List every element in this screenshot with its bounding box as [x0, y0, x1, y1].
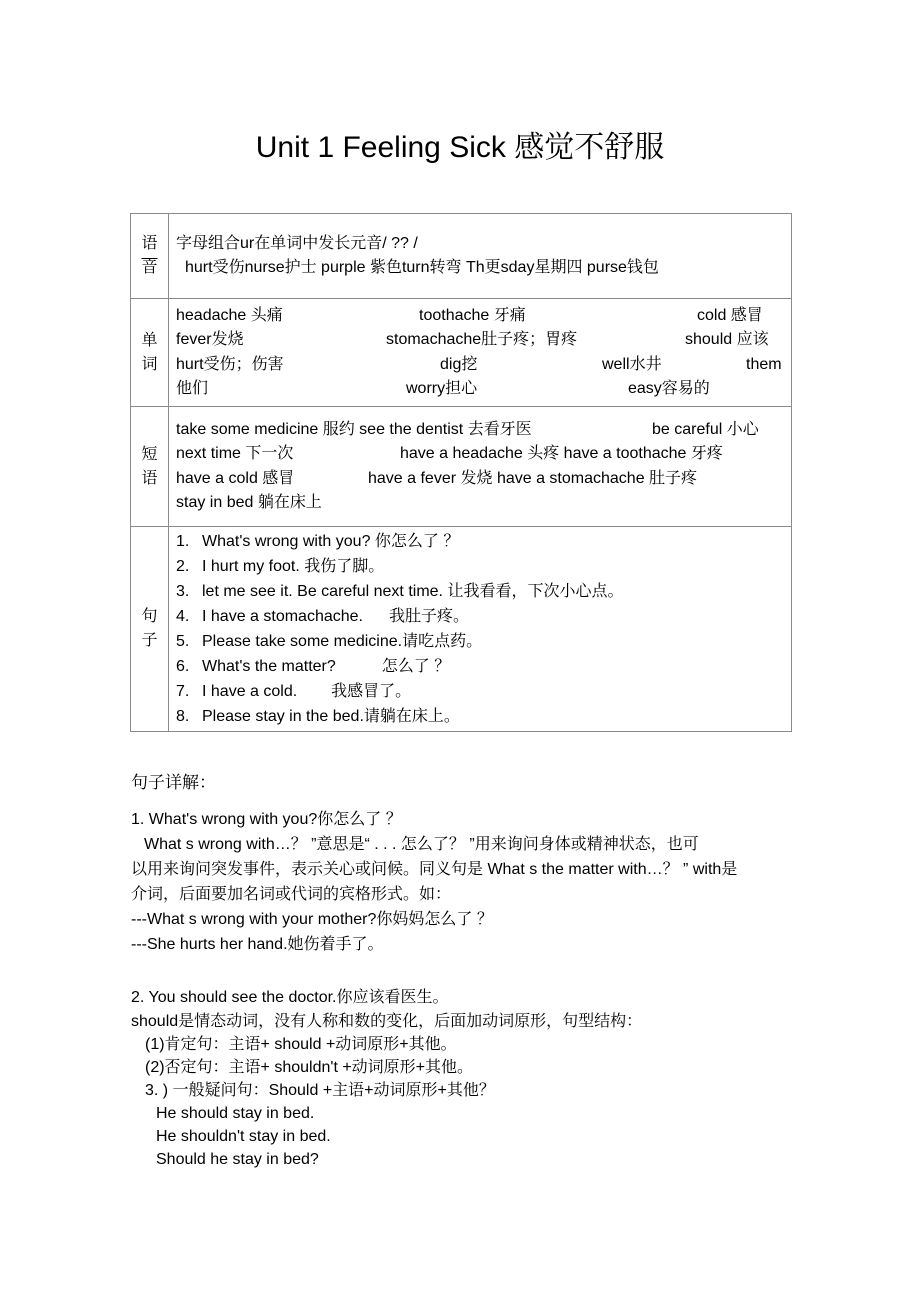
- example-sentence: He should stay in bed.: [156, 1105, 315, 1122]
- word-item: headache 头痛: [176, 306, 283, 324]
- phrase-item: have a cold 感冒: [176, 469, 295, 487]
- vocabulary-table: [130, 213, 792, 732]
- word-item: fever发烧: [176, 331, 244, 348]
- word-item: 他们: [176, 380, 209, 397]
- phrase-line: [176, 491, 791, 516]
- explanation-line: 介词，后面要加名词或代词的宾格形式。如：: [131, 886, 452, 903]
- word-item: should 应该: [685, 331, 769, 348]
- words-label: 单 词: [131, 299, 169, 407]
- phrases-content: [169, 407, 792, 527]
- word-item: them: [746, 355, 782, 373]
- pronunciation-row: [131, 214, 792, 299]
- word-line: [176, 377, 791, 402]
- explanation-line: (2)否定句：主语+ shouldn't +动词原形+其他。: [145, 1059, 474, 1076]
- sentence-item: 3. let me see it. Be careful next time. 让我看看，下次小心点。: [176, 583, 624, 600]
- sentence-item: 7. I have a cold. 我感冒了。: [176, 683, 412, 700]
- explanation-line: 2. You should see the doctor.你应该看医生。: [131, 989, 449, 1006]
- pronunciation-examples: hurt受伤nurse护士 purple 紫色turn转弯 Th更sday星期四 purse钱包: [185, 259, 659, 276]
- section-heading: 句子详解：: [131, 773, 216, 792]
- word-item: stomachache肚子疼；胃疼: [386, 331, 578, 348]
- pronunciation-rule: 字母组合ur在单词中发长元音/ ?? /: [176, 234, 418, 252]
- word-item: hurt受伤；伤害: [176, 355, 284, 373]
- explanation-line: 3. ) 一般疑问句：Should +主语+动词原形+其他？: [145, 1082, 495, 1099]
- word-line: [176, 304, 791, 329]
- words-content: [169, 299, 792, 407]
- sentence-item: 8. Please stay in the bed.请躺在床上。: [176, 708, 460, 725]
- word-item: worry担心: [406, 380, 478, 397]
- phrase-item: next time 下一次: [176, 445, 294, 462]
- sentence-item: 6. What's the matter? 怎么了 ？: [176, 658, 451, 675]
- explanation-line: What s wrong with…？ ”意思是“ . . . 怎么了？ ”用来询问身体或精神状态，也可: [144, 836, 699, 853]
- sentence-item: 2. I hurt my foot. 我伤了脚。: [176, 558, 385, 575]
- sentence-item: 5. Please take some medicine.请吃点药。: [176, 633, 483, 650]
- sentences-content: [169, 527, 792, 732]
- phrase-item: have a headache 头疼 have a toothache 牙疼: [400, 445, 723, 462]
- word-item: well水井: [602, 355, 662, 373]
- sentence-list: [176, 529, 791, 729]
- word-item: dig挖: [440, 355, 478, 373]
- word-line: [176, 353, 791, 378]
- sentence-item: 4. I have a stomachache. 我肚子疼。: [176, 608, 469, 625]
- explanation-line: ---What s wrong with your mother?你妈妈怎么了 ？: [131, 911, 493, 928]
- pronunciation-label: 语 音: [131, 214, 169, 299]
- word-item: easy容易的: [628, 380, 710, 397]
- example-sentence: Should he stay in bed?: [156, 1151, 319, 1168]
- phrase-item: have a fever 发烧 have a stomachache 肚子疼: [368, 469, 698, 487]
- phrase-item: stay in bed 躺在床上: [176, 494, 322, 511]
- words-row: [131, 299, 792, 407]
- word-item: toothache 牙痛: [419, 306, 526, 324]
- explanation-line: should是情态动词，没有人称和数的变化，后面加动词原形，句型结构：: [131, 1013, 643, 1030]
- phrase-line: [176, 418, 791, 443]
- explanation-line: 以用来询问突发事件，表示关心或问候。同义句是 What s the matter with…？ ” with是: [131, 861, 738, 878]
- phrases-label: 短 语: [131, 407, 169, 527]
- phrase-item: take some medicine 服约 see the dentist 去看牙医: [176, 420, 532, 438]
- sentences-label: 句 子: [131, 527, 169, 732]
- sentence-explanation: [131, 768, 796, 1171]
- phrase-line: [176, 442, 791, 467]
- phrase-item: be careful 小心: [652, 420, 759, 438]
- explanation-line: ---She hurts her hand.她伤着手了。: [131, 936, 384, 953]
- page-title: Unit 1 Feeling Sick 感觉不舒服: [255, 131, 665, 164]
- word-item: cold 感冒: [697, 306, 763, 324]
- sentence-item: 1. What's wrong with you? 你怎么了 ？: [176, 533, 460, 550]
- word-line: [176, 328, 791, 353]
- phrases-row: [131, 407, 792, 527]
- pronunciation-content: [169, 214, 792, 299]
- example-sentence: He shouldn't stay in bed.: [156, 1128, 331, 1145]
- explanation-line: (1)肯定句：主语+ should +动词原形+其他。: [145, 1036, 457, 1053]
- phrase-line: [176, 467, 791, 492]
- explanation-line: 1. What's wrong with you?你怎么了 ？: [131, 811, 402, 828]
- sentences-row: [131, 527, 792, 732]
